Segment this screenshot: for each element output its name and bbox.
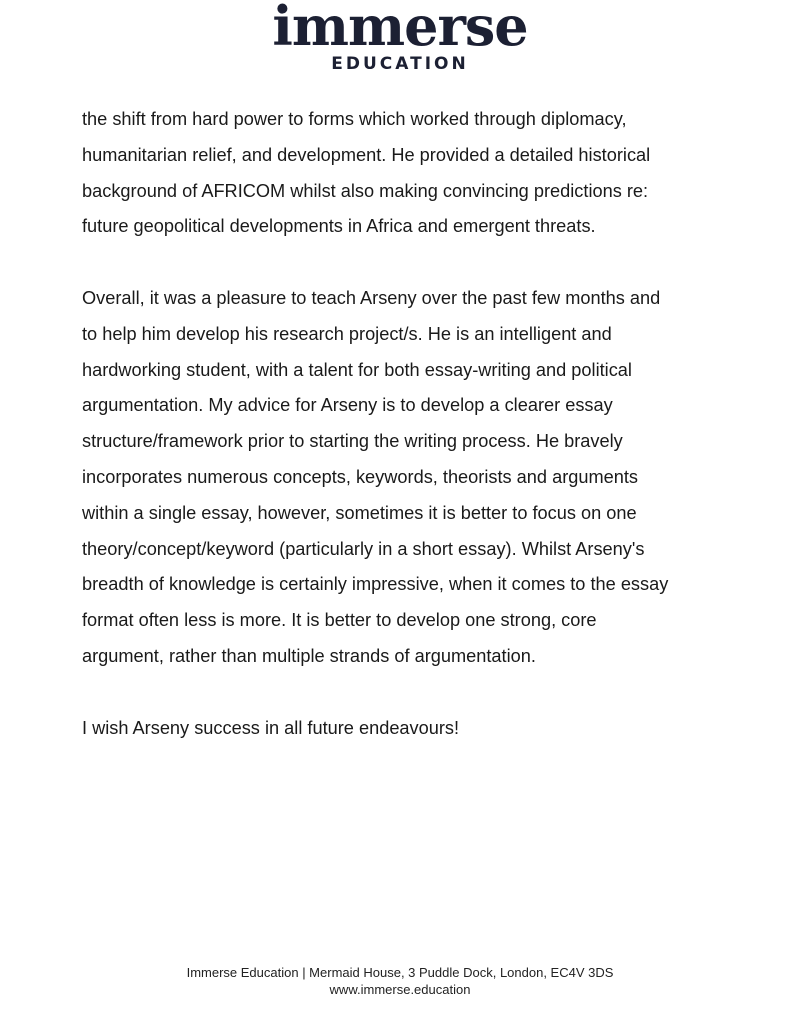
paragraph <box>82 281 762 675</box>
letter-body <box>82 102 762 782</box>
immerse-education-logo <box>0 0 800 74</box>
footer-address: Immerse Education | Mermaid House, 3 Puddle Dock, London, EC4V 3DS <box>186 965 614 980</box>
text-line: background of AFRICOM whilst also making convincing predictions re: <box>82 180 649 201</box>
text-line: incorporates numerous concepts, keywords, theorists and arguments <box>82 466 639 487</box>
footer <box>0 964 800 998</box>
logo-wordmark: immerse <box>272 0 528 58</box>
text-line: argumentation. My advice for Arseny is to develop a clearer essay <box>82 395 613 416</box>
text-line: hardworking student, with a talent for both essay-writing and political <box>82 359 632 380</box>
text-line: to help him develop his research project/s. He is an intelligent and <box>82 323 612 344</box>
text-line: format often less is more. It is better to develop one strong, core <box>82 610 597 631</box>
text-line: structure/framework prior to starting the writing process. He bravely <box>82 431 623 452</box>
paragraph <box>82 102 762 245</box>
text-line: humanitarian relief, and development. He provided a detailed historical <box>82 144 651 165</box>
text-line: theory/concept/keyword (particularly in a short essay). Whilst Arseny's <box>82 538 645 559</box>
text-line: within a single essay, however, sometimes it is better to focus on one <box>82 502 637 523</box>
text-line: future geopolitical developments in Africa and emergent threats. <box>82 216 596 237</box>
text-line: argument, rather than multiple strands of argumentation. <box>82 645 536 666</box>
paragraph <box>82 711 762 747</box>
text-line: breadth of knowledge is certainly impressive, when it comes to the essay <box>82 574 669 595</box>
footer-website: www.immerse.education <box>329 982 471 997</box>
text-line: I wish Arseny success in all future endeavours! <box>82 717 460 738</box>
text-line: the shift from hard power to forms which worked through diplomacy, <box>82 109 627 129</box>
text-line: Overall, it was a pleasure to teach Arseny over the past few months and <box>82 287 661 308</box>
logo-subtitle: EDUCATION <box>331 54 469 74</box>
